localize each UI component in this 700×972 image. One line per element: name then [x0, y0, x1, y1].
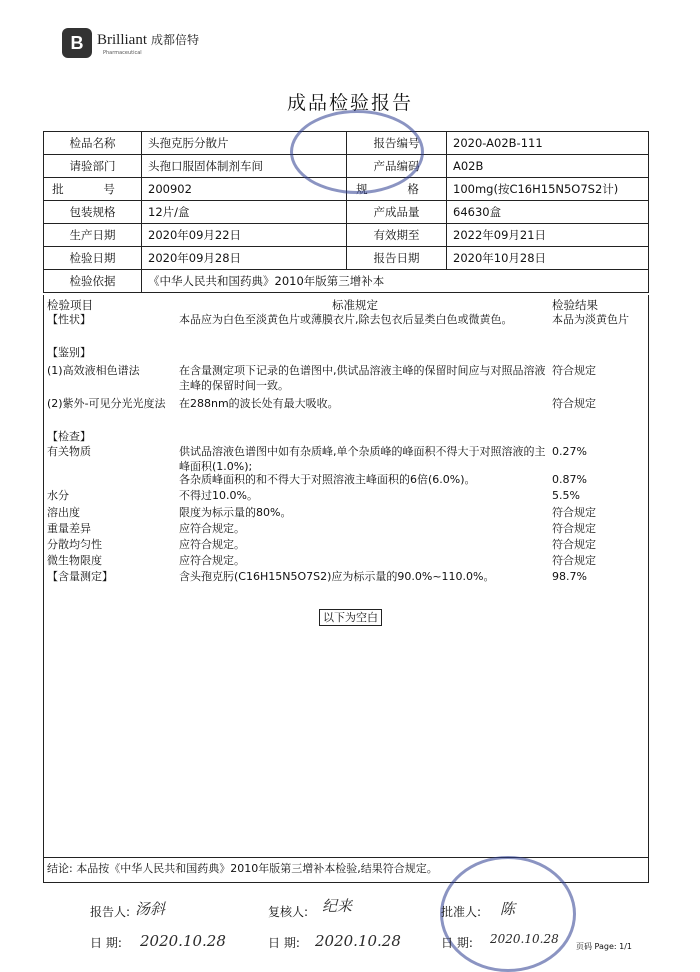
result-text: 符合规定	[552, 364, 596, 377]
reporter-label: 报告人:	[90, 905, 131, 919]
header-value: 头孢克肟分散片	[142, 132, 347, 155]
standard-text: 在含量测定项下记录的色谱图中,供试品溶液主峰的保留时间应与对照品溶液主峰的保留时间一致。	[179, 364, 546, 392]
item-name: 重量差异	[47, 522, 91, 535]
header-label: 检验日期	[44, 247, 142, 270]
standard-text: 供试品溶液色谱图中如有杂质峰,单个杂质峰的峰面积不得大于对照溶液的主峰面积(1.0%);	[179, 445, 546, 473]
col-item-header: 检验项目	[47, 298, 93, 312]
standard-text: 应符合规定。	[179, 522, 245, 535]
header-value: 100mg(按C16H15N5O7S2计)	[447, 178, 649, 201]
header-label: 生产日期	[44, 224, 142, 247]
result-text: 0.27%	[552, 445, 587, 458]
header-label: 请验部门	[44, 155, 142, 178]
item-name: 【鉴别】	[47, 346, 91, 359]
logo-brand: Brilliant	[97, 31, 147, 48]
header-value: 2020年09月22日	[142, 224, 347, 247]
item-name: 分散均匀性	[47, 538, 102, 551]
basis-label: 检验依据	[44, 270, 142, 293]
item-name: 水分	[47, 489, 69, 502]
header-value: 2020-A02B-111	[447, 132, 649, 155]
approver-label: 批准人:	[441, 905, 482, 919]
col-result-header: 检验结果	[552, 298, 598, 312]
header-value: 200902	[142, 178, 347, 201]
header-value: A02B	[447, 155, 649, 178]
standard-text: 限度为标示量的80%。	[179, 506, 292, 519]
header-row	[44, 224, 649, 247]
item-name: 溶出度	[47, 506, 80, 519]
header-label: 包装规格	[44, 201, 142, 224]
blank-below-note: 以下为空白	[319, 609, 382, 626]
result-text: 符合规定	[552, 506, 596, 519]
result-text: 本品为淡黄色片	[552, 313, 629, 326]
item-name: (2)紫外-可见分光光度法	[47, 397, 166, 410]
report-title: 成品检验报告	[286, 92, 413, 114]
approver-date-label: 日 期:	[441, 936, 473, 950]
header-label: 产品编码	[347, 155, 447, 178]
page-number: 页码 Page: 1/1	[575, 942, 632, 951]
header-label: 有效期至	[347, 224, 447, 247]
approver-date: 2020.10.28	[490, 932, 559, 946]
header-value: 2020年10月28日	[447, 247, 649, 270]
result-text: 符合规定	[552, 538, 596, 551]
result-text: 符合规定	[552, 554, 596, 567]
standard-text: 应符合规定。	[179, 554, 245, 567]
header-label: 产成品量	[347, 201, 447, 224]
reviewer-signature: 纪来	[322, 897, 353, 915]
header-label: 检品名称	[44, 132, 142, 155]
logo-sub: Pharmaceutical	[103, 49, 142, 56]
header-row	[44, 247, 649, 270]
header-label: 规 格	[347, 178, 447, 201]
header-value: 2022年09月21日	[447, 224, 649, 247]
item-name: 【性状】	[47, 313, 91, 326]
reviewer-label: 复核人:	[268, 905, 309, 919]
standard-text: 在288nm的波长处有最大吸收。	[179, 397, 339, 410]
header-label: 批 号	[44, 178, 142, 201]
standard-text: 各杂质峰面积的和不得大于对照溶液主峰面积的6倍(6.0%)。	[179, 473, 476, 486]
standard-text: 含头孢克肟(C16H15N5O7S2)应为标示量的90.0%~110.0%。	[179, 570, 495, 583]
header-value: 12片/盒	[142, 201, 347, 224]
col-standard-header: 标准规定	[332, 298, 378, 312]
item-name: 有关物质	[47, 445, 91, 458]
result-text: 符合规定	[552, 397, 596, 410]
header-value: 头孢口服固体制剂车间	[142, 155, 347, 178]
result-text: 5.5%	[552, 489, 580, 502]
brilliant-logo-icon: B	[62, 28, 92, 58]
company-logo	[62, 28, 199, 58]
header-value: 2020年09月28日	[142, 247, 347, 270]
result-text: 符合规定	[552, 522, 596, 535]
basis-value: 《中华人民共和国药典》2010年版第三增补本	[142, 270, 649, 293]
item-name: (1)高效液相色谱法	[47, 364, 140, 377]
approver-signature: 陈	[500, 900, 516, 918]
inspection-body	[43, 295, 649, 883]
result-text: 98.7%	[552, 570, 587, 583]
standard-text: 不得过10.0%。	[179, 489, 258, 502]
header-label: 报告编号	[347, 132, 447, 155]
header-value: 64630盒	[447, 201, 649, 224]
reviewer-date-label: 日 期:	[268, 936, 300, 950]
item-name: 【检查】	[47, 430, 91, 443]
reporter-date: 2020.10.28	[140, 932, 226, 950]
conclusion: 结论: 本品按《中华人民共和国药典》2010年版第三增补本检验,结果符合规定。	[44, 857, 648, 878]
reviewer-date: 2020.10.28	[315, 932, 401, 950]
header-row	[44, 201, 649, 224]
result-text: 0.87%	[552, 473, 587, 486]
basis-row	[44, 270, 649, 293]
reporter-signature: 汤斜	[135, 900, 166, 918]
item-name: 【含量测定】	[47, 570, 113, 583]
item-name: 微生物限度	[47, 554, 102, 567]
quality-stamp	[290, 110, 424, 194]
logo-brand-cn: 成都倍特	[151, 32, 200, 47]
reporter-date-label: 日 期:	[90, 936, 122, 950]
standard-text: 本品应为白色至淡黄色片或薄膜衣片,除去包衣后显类白色或微黄色。	[179, 313, 513, 326]
standard-text: 应符合规定。	[179, 538, 245, 551]
header-label: 报告日期	[347, 247, 447, 270]
